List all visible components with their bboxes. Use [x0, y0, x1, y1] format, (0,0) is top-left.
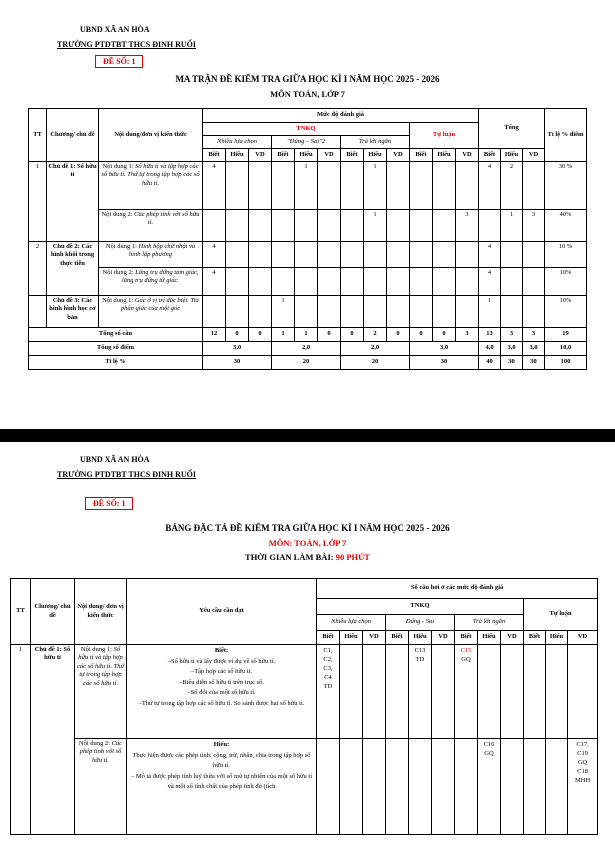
value-cell: 1: [272, 296, 295, 328]
header-cell-tln: Trả lời ngắn: [455, 615, 524, 631]
value-cell: [364, 242, 387, 268]
value-cell: [249, 210, 272, 242]
yeucau-cell: [127, 645, 317, 739]
value-cell: [226, 210, 249, 242]
question-ref: GQ: [461, 656, 471, 663]
value-cell: [341, 210, 364, 242]
page-subtitle: MÔN: TOÁN, LỚP 7: [268, 538, 347, 548]
tt-cell: 2: [29, 242, 47, 296]
header-cell-vd: VD: [456, 149, 479, 162]
value-cell: [410, 268, 433, 296]
yeucau-line: –Thứ tự trong tập hợp các số hữu tỉ. So sánh được hai số hữu tỉ.: [138, 699, 305, 707]
question-ref-cell: [455, 739, 478, 835]
org-line-2: TRƯỜNG PTDTBT THCS ĐINH RUỐI: [57, 40, 196, 49]
header-cell-hieu: Hiểu: [501, 149, 523, 162]
value-cell: [433, 296, 456, 328]
value-cell: [318, 268, 341, 296]
question-ref: MHH: [574, 777, 591, 784]
totals-value: 3,0: [501, 342, 523, 356]
question-ref-cell: [455, 645, 478, 739]
question-ref-cell: [478, 645, 501, 739]
value-cell: [410, 210, 433, 242]
value-cell: [387, 162, 410, 210]
header-cell-vd: VD: [501, 631, 524, 645]
header-cell-hieu: Hiểu: [546, 631, 568, 645]
page-title: BẢNG ĐẶC TẢ ĐỀ KIỂM TRA GIỮA HỌC KÌ I NĂM HỌC 2025 - 2026: [165, 523, 450, 533]
yeucau-head: Hiểu:: [213, 741, 230, 748]
header-cell-vd: VD: [432, 631, 455, 645]
page-subtitle: MÔN TOÁN, LỚP 7: [270, 89, 345, 99]
value-cell: [456, 268, 479, 296]
header-cell-hieu: Hiểu: [340, 631, 363, 645]
matrix-table: [28, 108, 587, 370]
total-cell: [523, 162, 545, 210]
header-cell-biet: Biết: [317, 631, 340, 645]
header-cell-nlc: Nhiều lựa chọn: [203, 136, 272, 149]
value-cell: [341, 268, 364, 296]
value-cell: [295, 296, 318, 328]
totals-value: 0: [249, 328, 272, 342]
tt-cell: [29, 296, 47, 328]
yeucau-line: –Tập hợp các số hữu tỉ.: [190, 668, 253, 675]
question-ref: C3,: [323, 665, 333, 672]
totals-value: 0: [387, 328, 410, 342]
question-ref-cell: [340, 739, 363, 835]
page-divider: [0, 429, 615, 442]
header-cell-tnkq: TNKQ: [203, 123, 410, 136]
header-cell-tnkq: TNKQ: [317, 599, 524, 615]
value-cell: [318, 162, 341, 210]
header-cell-hieu: Hiểu: [226, 149, 249, 162]
noidung-cell: [99, 162, 203, 210]
value-cell: [341, 162, 364, 210]
question-ref-cell: [524, 739, 546, 835]
total-cell: 4: [479, 162, 501, 210]
header-cell-tuluan: Tự luận: [524, 599, 598, 631]
value-cell: [456, 296, 479, 328]
noidung-cell: [75, 739, 127, 835]
header-cell-biet: Biết: [479, 149, 501, 162]
total-cell: [523, 296, 545, 328]
noidung-text: Số hữu tỉ và tập hợp các số hữu tỉ. Thứ tự trong tập hợp các số hữu tỉ.: [77, 646, 124, 687]
header-cell-tile: Tỉ lệ % điểm: [545, 109, 587, 162]
noidung-cell: [75, 645, 127, 739]
totals-value: 3: [523, 328, 545, 342]
page-title: MA TRẬN ĐỀ KIỂM TRA GIỮA HỌC KÌ I NĂM HỌC 2025 - 2026: [175, 74, 440, 84]
question-ref: C15: [460, 647, 472, 654]
header-cell-yeucau: Yêu cầu cần đạt: [127, 579, 317, 645]
question-ref-cell: [546, 739, 568, 835]
header-cell-hieu: Hiểu: [409, 631, 432, 645]
noidung-cell: [99, 210, 203, 242]
yeucau-line: –Số hữu tỉ và lấy được ví dụ về số hữu tỉ.: [167, 657, 276, 665]
header-cell-tln: Trả lời ngắn: [341, 136, 410, 149]
question-ref: C19: [577, 750, 588, 757]
question-ref-cell: [432, 739, 455, 835]
org-line-2: TRƯỜNG PTDTBT THCS ĐINH RUỐI: [57, 470, 196, 479]
value-cell: [203, 296, 226, 328]
totals-label: Tổng số câu: [29, 328, 203, 342]
totals-value: 1: [295, 328, 318, 342]
noidung-text: Hình hộp chữ nhật và hình lập phương: [128, 243, 196, 259]
duration-label: THỜI GIAN LÀM BÀI:: [245, 552, 336, 562]
totals-value: 30: [501, 356, 523, 370]
noidung-text: Các phép tính với số hữu tỉ.: [134, 211, 200, 227]
question-ref: GQ: [577, 759, 588, 766]
question-ref-cell: [409, 739, 432, 835]
header-cell-vd: VD: [523, 149, 545, 162]
value-cell: [249, 268, 272, 296]
header-cell-biet: Biết: [524, 631, 546, 645]
value-cell: [249, 296, 272, 328]
header-cell-ds: Đúng - Sai: [386, 615, 455, 631]
question-ref-cell: [386, 645, 409, 739]
totals-value: 0: [341, 328, 364, 342]
header-cell-noidung: Nội dung/ đơn vị kiến thức: [75, 579, 127, 645]
totals-value: 3,0: [410, 342, 479, 356]
total-cell: 2: [501, 162, 523, 210]
question-ref: C2,: [323, 656, 333, 663]
totals-value: 3,0: [523, 342, 545, 356]
totals-value: 30: [410, 356, 479, 370]
yeucau-line: – Mô tả được phép tính luỹ thừa với số mũ tự nhiên của một số hữu tỉ và một số tính chất của phép tính đó (tích: [130, 772, 313, 790]
noidung-label: Nội dung 1:: [80, 646, 112, 653]
question-ref-cell: [524, 645, 546, 739]
header-cell-hieu: Hiểu: [478, 631, 501, 645]
totals-value: 3: [501, 328, 523, 342]
value-cell: [318, 210, 341, 242]
noidung-label: Nội dung 2:: [101, 211, 133, 218]
totals-value: 20: [272, 356, 341, 370]
value-cell: [318, 296, 341, 328]
totals-value: 0: [318, 328, 341, 342]
question-ref-cell: [340, 645, 363, 739]
value-cell: 1: [364, 162, 387, 210]
header-cell-nlc: Nhiều lựa chọn: [317, 615, 386, 631]
value-cell: [272, 242, 295, 268]
value-cell: [249, 242, 272, 268]
value-cell: [364, 296, 387, 328]
chude-cell: Chủ đề 1: Số hữu tỉ: [31, 645, 75, 835]
question-ref: C18: [577, 768, 588, 775]
header-cell-biet: Biết: [341, 149, 364, 162]
value-cell: [272, 268, 295, 296]
total-cell: [501, 242, 523, 268]
chude-cell: Chủ đề 1: Số hữu tỉ: [47, 162, 99, 242]
value-cell: 1: [364, 210, 387, 242]
totals-value: 3: [456, 328, 479, 342]
noidung-label: Nội dung 2:: [102, 269, 134, 276]
value-cell: [341, 242, 364, 268]
value-cell: [226, 296, 249, 328]
duration-value: 90 PHÚT: [335, 552, 370, 562]
totals-value: 30: [203, 356, 272, 370]
totals-label: Tỉ lệ %: [29, 356, 203, 370]
total-cell: 1: [479, 296, 501, 328]
header-cell-biet: Biết: [386, 631, 409, 645]
question-ref-cell: [501, 739, 524, 835]
totals-value: 3,0: [203, 342, 272, 356]
header-cell-hieu: Hiểu: [295, 149, 318, 162]
header-cell-socau: Số câu hỏi ở các mức độ đánh giá: [317, 579, 598, 599]
question-ref-cell: [317, 739, 340, 835]
noidung-text: Số hữu tỉ và tập hợp các số hữu tỉ. Thứ tự trong tập hợp các số hữu tỉ.: [101, 163, 200, 187]
question-ref-cell: [568, 645, 598, 739]
yeucau-line: Thực hiện được các phép tính: cộng, trừ, nhân, chia trong tập hợp số hữu tỉ.: [132, 751, 311, 769]
tt-cell: 1: [29, 162, 47, 242]
header-cell-vd: VD: [318, 149, 341, 162]
totals-value: 20: [341, 356, 410, 370]
value-cell: [295, 210, 318, 242]
header-cell-biet: Biết: [272, 149, 295, 162]
header-cell-ds: "Đúng – Sai"2: [272, 136, 341, 149]
question-ref-cell: [568, 739, 598, 835]
value-cell: [433, 162, 456, 210]
total-cell: [523, 268, 545, 296]
value-cell: [318, 242, 341, 268]
question-ref: C16: [483, 741, 495, 748]
totals-value: 0: [433, 328, 456, 342]
totals-value: 0: [226, 328, 249, 342]
question-ref-cell: [432, 645, 455, 739]
value-cell: [295, 268, 318, 296]
value-cell: [341, 296, 364, 328]
totals-value: 2,0: [341, 342, 410, 356]
exam-duration: [0, 552, 615, 562]
value-cell: [295, 242, 318, 268]
total-cell: 4: [479, 242, 501, 268]
value-cell: [387, 268, 410, 296]
question-ref: C4: [324, 674, 332, 681]
totals-value: 2: [364, 328, 387, 342]
header-cell-chuong: Chương/ chủ đề: [31, 579, 75, 645]
header-cell-tt: TT: [11, 579, 31, 645]
value-cell: [272, 210, 295, 242]
question-ref: GQ: [484, 750, 494, 757]
yeucau-line: –Số đối của một số hữu tỉ.: [187, 689, 256, 696]
header-cell-tuluan: Tự luận: [410, 123, 479, 149]
chude-cell: Chủ đề 3: Các hình hình học cơ bản: [47, 296, 99, 328]
totals-value: 12: [203, 328, 226, 342]
noidung-label: Nội dung 1:: [102, 297, 134, 304]
noidung-label: Nội dung 1:: [105, 243, 137, 250]
question-ref: C17,: [576, 741, 589, 748]
value-cell: [387, 210, 410, 242]
yeucau-head: Biết:: [214, 647, 229, 654]
value-cell: [387, 296, 410, 328]
totals-value: 0: [410, 328, 433, 342]
header-cell-vd: VD: [387, 149, 410, 162]
value-cell: [272, 162, 295, 210]
tile-cell: 10 %: [545, 242, 587, 268]
totals-value: 2,0: [272, 342, 341, 356]
header-cell-hieu: Hiểu: [364, 149, 387, 162]
totals-value: 40: [479, 356, 501, 370]
question-ref: TD: [415, 656, 425, 663]
noidung-text: Các phép tính với số hữu tỉ.: [79, 740, 123, 764]
noidung-text: Lăng trụ đứng tam giác, lăng trụ đứng tứ giác.: [121, 269, 199, 285]
value-cell: [387, 242, 410, 268]
question-ref-cell: [478, 739, 501, 835]
total-cell: [523, 242, 545, 268]
totals-value: 10,0: [545, 342, 587, 356]
noidung-cell: [99, 268, 203, 296]
question-ref-cell: [409, 645, 432, 739]
value-cell: 3: [456, 210, 479, 242]
value-cell: [226, 268, 249, 296]
value-cell: 1: [295, 162, 318, 210]
header-cell-biet: Biết: [203, 149, 226, 162]
page-2: [0, 442, 615, 841]
header-cell-hieu: Hiểu: [433, 149, 456, 162]
value-cell: [433, 268, 456, 296]
total-cell: 4: [479, 268, 501, 296]
tile-cell: 30 %: [545, 162, 587, 210]
value-cell: 4: [203, 242, 226, 268]
totals-label: Tổng số điểm: [29, 342, 203, 356]
question-ref-cell: [386, 739, 409, 835]
value-cell: [410, 296, 433, 328]
header-cell-biet: Biết: [455, 631, 478, 645]
header-cell-chuong: Chương/ chủ đề: [47, 109, 99, 162]
total-cell: 1: [501, 210, 523, 242]
question-ref-cell: [317, 645, 340, 739]
header-cell-tong: Tổng: [479, 109, 545, 149]
org-line-1: UBND XÃ AN HÒA: [80, 25, 150, 34]
totals-value: 100: [545, 356, 587, 370]
noidung-cell: [99, 242, 203, 268]
value-cell: 4: [203, 162, 226, 210]
yeucau-cell: [127, 739, 317, 835]
header-cell-vd: VD: [249, 149, 272, 162]
total-cell: [501, 268, 523, 296]
tile-cell: 10%: [545, 296, 587, 328]
value-cell: [456, 162, 479, 210]
question-ref: C1,: [323, 647, 333, 654]
org-line-1: UBND XÃ AN HÒA: [80, 455, 150, 464]
question-ref-cell: [501, 645, 524, 739]
header-cell-noidung: Nội dung/đơn vị kiến thức: [99, 109, 203, 162]
question-ref: TD: [323, 683, 333, 690]
question-ref-cell: [363, 739, 386, 835]
value-cell: [249, 162, 272, 210]
totals-value: 19: [545, 328, 587, 342]
header-cell-biet: Biết: [410, 149, 433, 162]
noidung-label: Nội dung 1:: [102, 163, 134, 170]
totals-value: 30: [523, 356, 545, 370]
exam-number-box: ĐỀ SỐ: 1: [95, 55, 143, 68]
header-cell-tt: TT: [29, 109, 47, 162]
total-cell: [501, 296, 523, 328]
value-cell: [364, 268, 387, 296]
exam-number-box: ĐỀ SỐ: 1: [85, 497, 133, 510]
header-cell-vd: VD: [363, 631, 386, 645]
totals-value: 4,0: [479, 342, 501, 356]
question-ref-cell: [546, 645, 568, 739]
total-cell: 3: [523, 210, 545, 242]
noidung-cell: [99, 296, 203, 328]
value-cell: [410, 242, 433, 268]
value-cell: [433, 242, 456, 268]
total-cell: [479, 210, 501, 242]
value-cell: 4: [203, 268, 226, 296]
specification-table: [10, 578, 598, 835]
tile-cell: 40%: [545, 210, 587, 242]
totals-value: 1: [272, 328, 295, 342]
noidung-text: Góc ở vị trí đặc biệt. Tia phân giác của một góc: [120, 297, 199, 313]
tile-cell: 10%: [545, 268, 587, 296]
question-ref: C13: [414, 647, 426, 654]
value-cell: [410, 162, 433, 210]
value-cell: [226, 242, 249, 268]
header-cell-mucdo: Mức độ đánh giá: [203, 109, 479, 123]
value-cell: [203, 210, 226, 242]
totals-value: 13: [479, 328, 501, 342]
value-cell: [226, 162, 249, 210]
yeucau-line: –Biểu diễn số hữu tỉ trên trục số.: [178, 678, 265, 686]
header-cell-vd: VD: [568, 631, 598, 645]
noidung-label: Nội dung 2:: [78, 740, 110, 747]
tt-cell: 1: [11, 645, 31, 835]
value-cell: [433, 210, 456, 242]
value-cell: [456, 242, 479, 268]
chude-cell: Chủ đề 2: Các hình khối trong thực tiễn: [47, 242, 99, 296]
question-ref-cell: [363, 645, 386, 739]
